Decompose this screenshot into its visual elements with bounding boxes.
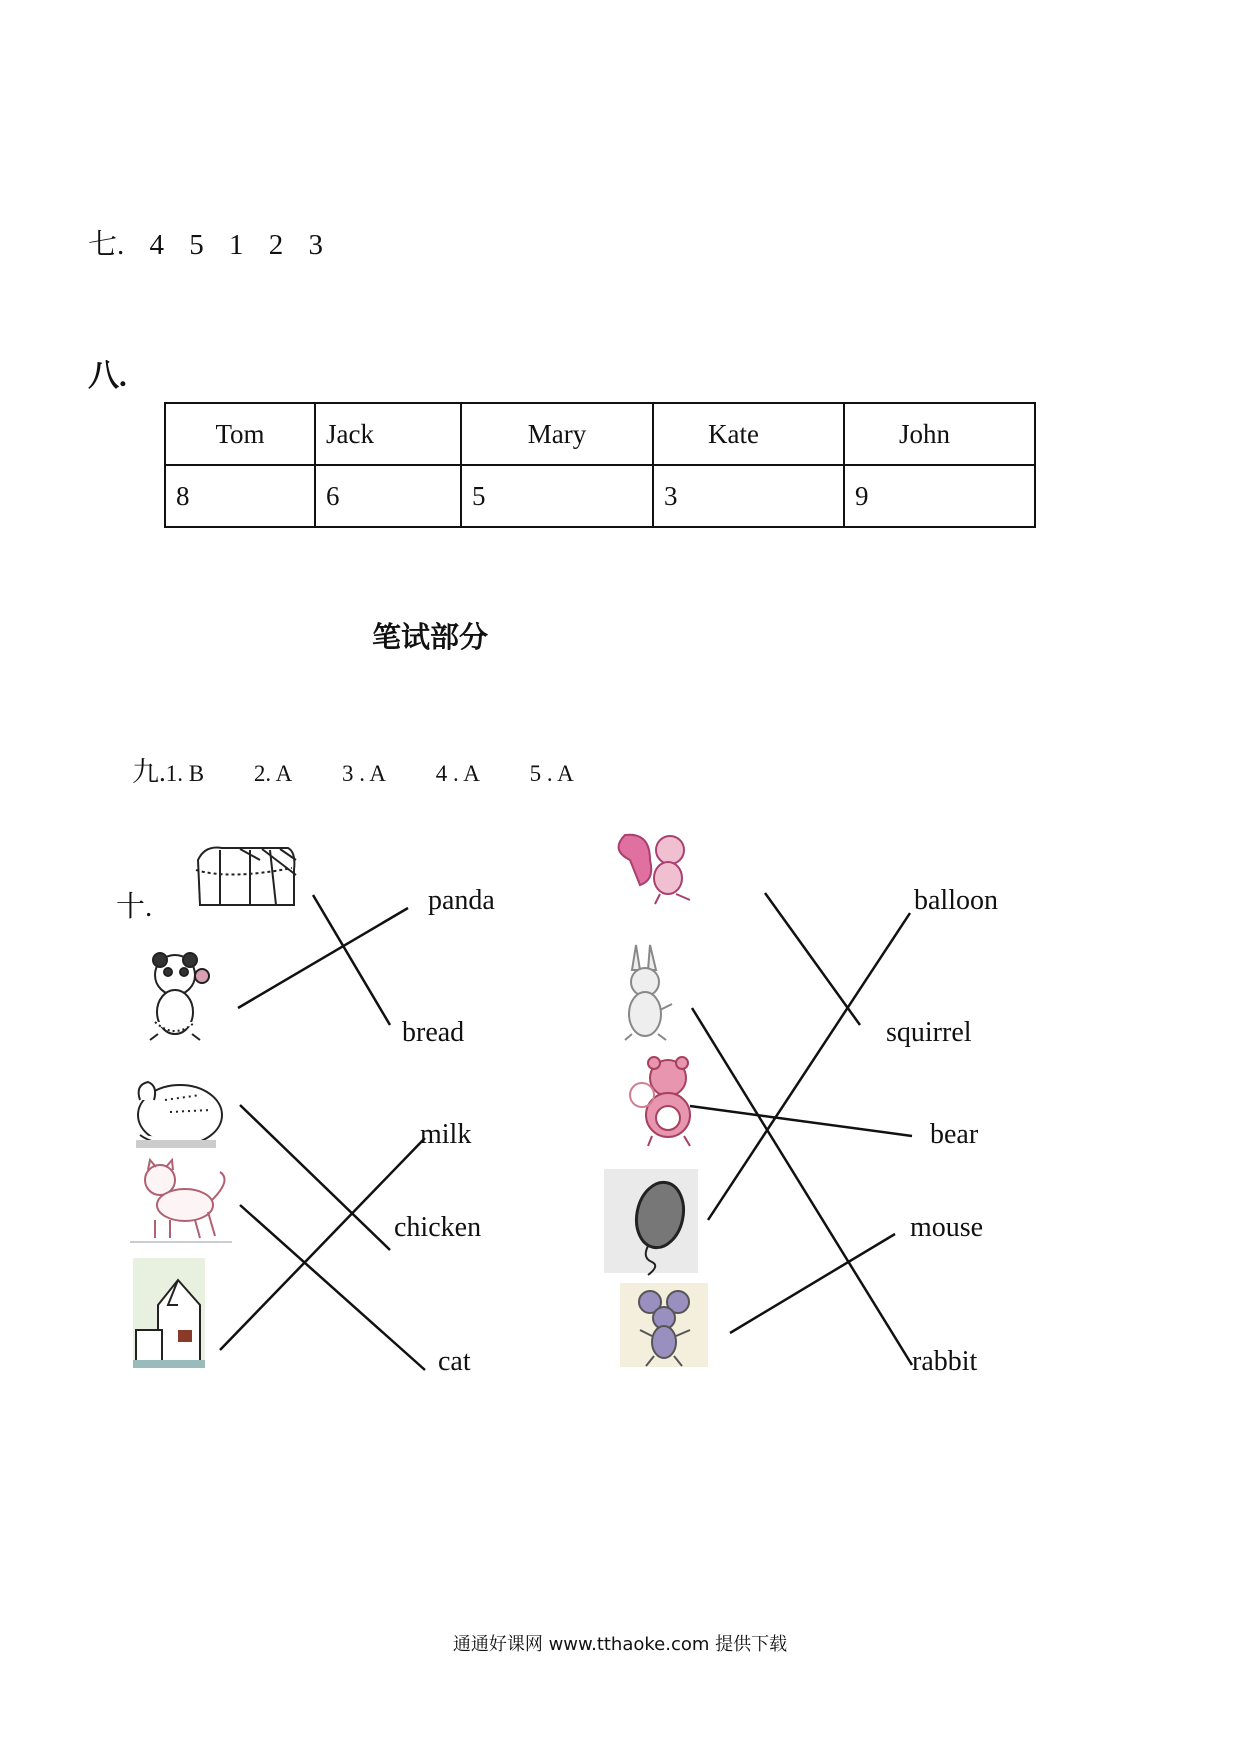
table-header-cell: John (844, 403, 1035, 465)
answer-2: 5 (189, 229, 204, 261)
word-panda: panda (428, 885, 495, 916)
table-header-cell: Tom (165, 403, 315, 465)
line-bear (690, 1106, 912, 1136)
bear-icon (630, 1057, 690, 1146)
line-milk (220, 1138, 425, 1350)
chicken-icon (136, 1082, 222, 1148)
bread-icon (192, 843, 296, 913)
line-mouse (730, 1234, 895, 1333)
word-balloon: balloon (914, 885, 998, 916)
line-bread (313, 895, 390, 1025)
word-milk: milk (420, 1119, 472, 1150)
matching-lines-left (220, 895, 425, 1370)
table-cell: 6 (315, 465, 461, 527)
section-9-label: 九. (132, 757, 166, 787)
panda-icon (150, 953, 209, 1040)
table-cell: 9 (844, 465, 1035, 527)
table-header-cell: Kate (653, 403, 844, 465)
line-balloon (708, 913, 910, 1220)
answer-2: 2. A (253, 761, 293, 786)
matching-lines-right (690, 893, 912, 1365)
answer-3: 3 . A (341, 761, 387, 786)
footer-text: 通通好课网 www.tthaoke.com 提供下载 (452, 1634, 788, 1655)
answer-4: 4 . A (435, 761, 480, 786)
section-10-label: 十. (116, 891, 153, 923)
answer-5: 5 . A (529, 761, 574, 786)
section-8-label: 八. (88, 358, 127, 393)
word-chicken: chicken (394, 1212, 482, 1243)
line-squirrel (765, 893, 860, 1025)
answer-1: 1. B (165, 761, 205, 786)
word-bear: bear (930, 1119, 979, 1150)
word-cat: cat (438, 1346, 471, 1377)
rabbit-icon (625, 945, 672, 1040)
table-cell: 3 (653, 465, 844, 527)
word-rabbit: rabbit (912, 1346, 978, 1377)
line-rabbit (692, 1008, 912, 1365)
answer-3: 1 (229, 229, 244, 261)
table-cell: 8 (165, 465, 315, 527)
answer-5: 3 (308, 229, 324, 261)
section-7-label: 七. (88, 229, 125, 261)
table-cell: 5 (461, 465, 653, 527)
word-bread: bread (402, 1017, 465, 1048)
written-part-title: 笔试部分 (372, 620, 489, 654)
line-panda (238, 908, 408, 1008)
word-mouse: mouse (910, 1212, 984, 1243)
word-squirrel: squirrel (886, 1017, 972, 1048)
balloon-icon (604, 1169, 698, 1275)
line-chicken (240, 1105, 390, 1250)
cat-icon (130, 1160, 232, 1242)
mouse-icon (620, 1283, 708, 1367)
table-header-cell: Jack (315, 403, 461, 465)
milk-icon (133, 1258, 205, 1368)
answer-1: 4 (149, 229, 165, 261)
answer-4: 2 (268, 229, 284, 261)
squirrel-icon (619, 835, 690, 904)
table-header-cell: Mary (461, 403, 653, 465)
